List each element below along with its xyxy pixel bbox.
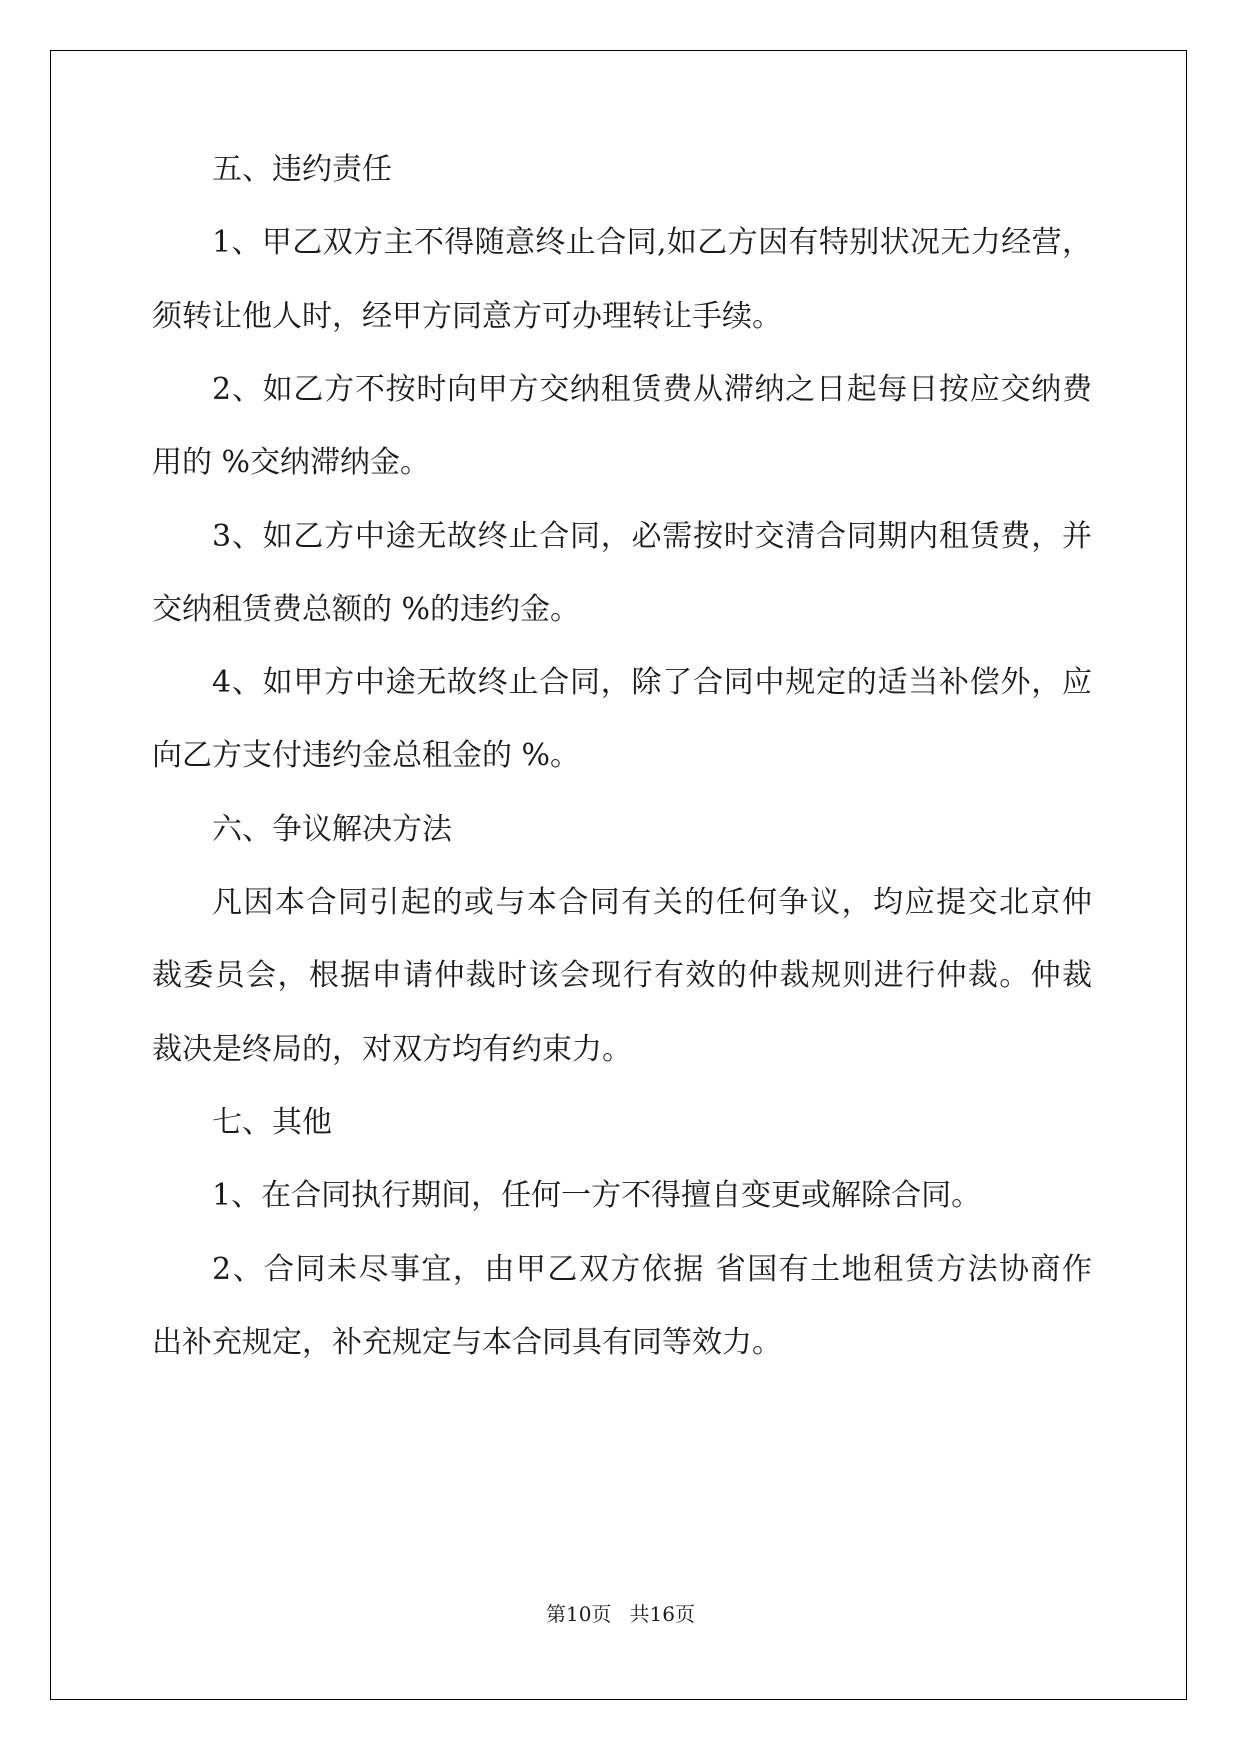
text-line: 五、违约责任	[212, 152, 392, 187]
page-footer	[0, 1601, 1241, 1627]
text-line: 用的 %交纳滞纳金。	[152, 445, 431, 481]
page-number-total: 共16页	[629, 1602, 695, 1626]
text-line: 出补充规定，补充规定与本合同具有同等效力。	[152, 1324, 782, 1360]
text-line: 须转让他人时，经甲方同意方可办理转让手续。	[152, 298, 782, 334]
text-line: 1、在合同执行期间，任何一方不得擅自变更或解除合同。	[212, 1178, 982, 1214]
text-line: 七、其他	[212, 1104, 332, 1140]
text-line: 3、如乙方中途无故终止合同，必需按时交清合同期内租赁费，并	[212, 518, 1092, 554]
page-number-current: 第10页	[546, 1602, 612, 1626]
text-line: 裁决是终局的，对双方均有约束力。	[152, 1031, 632, 1067]
text-line: 凡因本合同引起的或与本合同有关的任何争议，均应提交北京仲	[212, 885, 1092, 920]
text-line: 六、争议解决方法	[212, 811, 452, 847]
text-line: 2、合同未尽事宜，由甲乙双方依据 省国有土地租赁方法协商作	[212, 1251, 1092, 1287]
text-line: 2、如乙方不按时向甲方交纳租赁费从滞纳之日起每日按应交纳费	[212, 371, 1092, 407]
text-line: 裁委员会，根据申请仲裁时该会现行有效的仲裁规则进行仲裁。仲裁	[152, 958, 1092, 994]
text-line: 4、如甲方中途无故终止合同，除了合同中规定的适当补偿外，应	[212, 665, 1092, 701]
text-line: 交纳租赁费总额的 %的违约金。	[152, 591, 581, 627]
text-line: 向乙方支付违约金总租金的 %。	[152, 738, 581, 774]
text-line: 1、甲乙双方主不得随意终止合同,如乙方因有特别状况无力经营，	[212, 225, 1092, 261]
